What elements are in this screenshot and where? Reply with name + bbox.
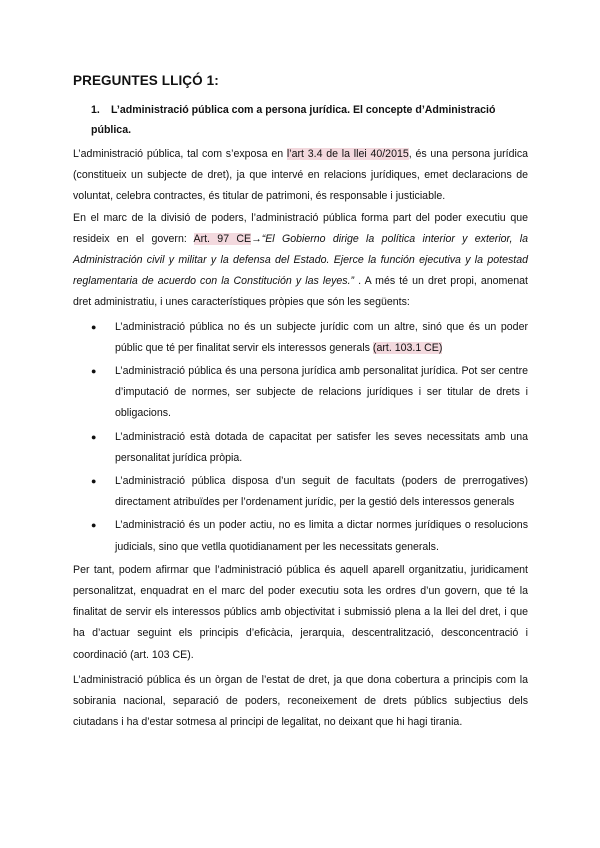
list-item [91, 317, 528, 359]
list-item-text: L’administració pública disposa d’un seguit de facultats (poders de prerrogatives) directament atribuïdes per l’ordenament jurídic, per la gestió dels interessos generals [115, 475, 528, 509]
bullet-icon: ● [91, 476, 97, 487]
section-number: 1. [91, 104, 100, 116]
characteristics-list [73, 317, 528, 558]
list-item [91, 427, 528, 469]
p2-article-highlight: Art. 97 CE [193, 232, 252, 245]
section-heading [73, 100, 528, 140]
bullet-icon: ● [91, 321, 97, 332]
page-title: PREGUNTES LLIÇÓ 1: [73, 73, 219, 88]
p2-text-before: En el marc de la divisió de poders, l’administració pública forma part del poder executiu que resideix en el govern: [73, 211, 528, 245]
p1-text-before: L’administració pública, tal com s’exposa en [73, 148, 287, 160]
p2-constitution-quote: “El Gobierno dirige la política interior y exterior, la Administración civil y militar y la defensa del Estado. Ejerce la función ejecutiva y la potestad reglamentaria de acuerdo con la Constitución y las leyes.” [73, 232, 528, 288]
paragraph-1 [73, 144, 528, 208]
list-item-reference-highlight: (art. 103.1 CE) [372, 341, 443, 354]
section-heading-text: L’administració pública com a persona jurídica. El concepte d’Administració pública. [91, 104, 496, 136]
list-item-text: L’administració pública és una persona jurídica amb personalitat jurídica. Pot ser centre d’imputació de normes, ser subjecte de relacions jurídiques i ser titular de drets i obligacions. [115, 365, 528, 420]
bullet-icon: ● [91, 366, 97, 377]
arrow-icon: → [251, 232, 262, 245]
list-item [91, 471, 528, 513]
list-item-text: L’administració pública no és un subjecte jurídic com un altre, sinó que és un poder públic que té per finalitat servir els interessos generals [115, 320, 528, 354]
p1-text-after: , és una persona jurídica (constitueix un subjecte de dret), ja que intervé en relacions jurídiques, emet declaracions de voluntat, celebra contractes, és titular de patrimoni, és responsable i justiciable. [73, 148, 529, 203]
document-body [73, 73, 528, 733]
paragraph-2 [73, 208, 528, 314]
list-item-text: L’administració és un poder actiu, no es limita a dictar normes jurídiques o resolucions judicials, sino que vetlla quotidianament per les necessitats generals. [115, 519, 528, 553]
paragraph-3: Per tant, podem afirmar que l’administració pública és aquell aparell organitzatiu, juridicament personalitzat, enquadrat en el marc del poder executiu sota les ordres d’un govern, que té la finalitat de servir els interessos públics amb objectivitat i submissió plena a la llei del dret, i que ha d’actuar seguint els principis d’eficàcia, jerarquia, descentralització, desconcentració i coordinació (art. 103 CE). [73, 563, 528, 661]
paragraph-4: L’administració pública és un òrgan de l’estat de dret, ja que dona cobertura a principis com la sobirania nacional, separació de poders, reconeixement de drets públics subjectius dels ciutadans i ha d’estar sotmesa al principi de legalitat, no deixant que hi hagi tirania. [73, 673, 528, 729]
p2-text-after: . A més té un dret propi, anomenat dret administratiu, i unes característiques pròpies que són les següents: [73, 275, 528, 309]
list-item [91, 515, 528, 557]
p1-law-reference-highlight: l’art 3.4 de la llei 40/2015 [286, 148, 409, 160]
list-item-text: L’administració està dotada de capacitat per satisfer les seves necessitats amb una personalitat jurídica pròpia. [115, 430, 528, 464]
bullet-icon: ● [91, 431, 97, 442]
list-item [91, 361, 528, 425]
bullet-icon: ● [91, 520, 97, 531]
